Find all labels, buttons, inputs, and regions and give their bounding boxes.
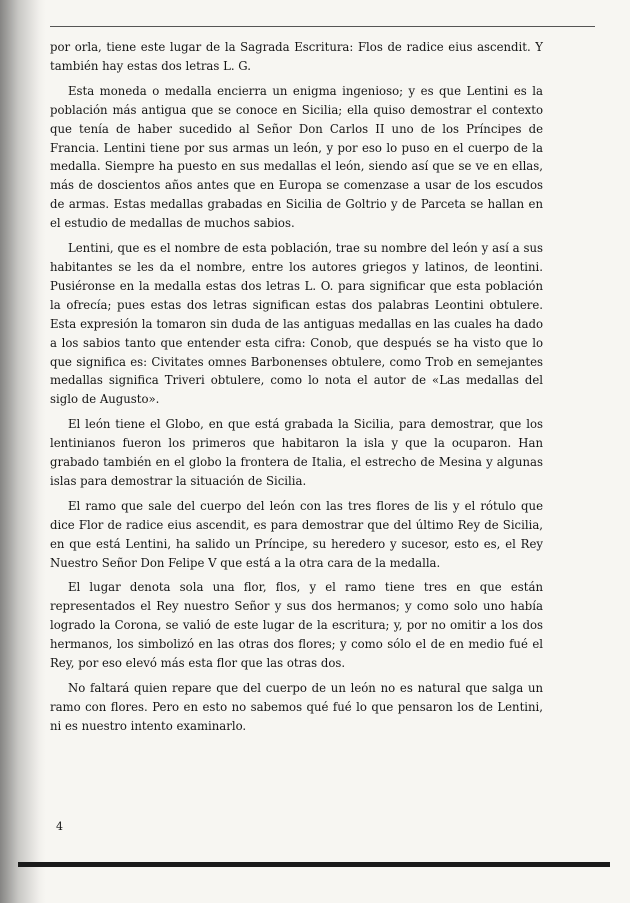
- paragraph-7: No faltará quien repare que del cuerpo de un león no es natural que salga un ramo con flores. Pero en esto no sabemos qué fué lo que pensaron los de Lentini, ni es nuestro intento examinarlo.: [50, 681, 543, 733]
- paragraph-2: Esta moneda o medalla encierra un enigma ingenioso; y es que Lentini es la población más antigua que se conoce en Sicilia; ella quiso demostrar el contexto que tenía de haber sucedido al Señor Don Carlos II uno de los Príncipes de Francia. Lentini tiene por sus armas un león, y por eso lo puso en el cuerpo de la medalla. Siempre ha puesto en sus medallas el león, siendo así que se ve en ellas, más de doscientos años antes que en Europa se comenzase a usar de los escudos de armas. Estas medallas grabadas en Sicilia de Goltrio y de Parceta se hallan en el estudio de medallas de muchos sabios.: [50, 83, 543, 231]
- paragraph-3: Lentini, que es el nombre de esta población, trae su nombre del león y así a sus habitantes se les da el nombre, entre los autores griegos y latinos, de leontini. Pusiéronse en la medalla estas dos letras L. O. para significar que esta población la ofrecía; pues estas dos letras significan estas dos palabras Leontini obtulere. Esta expresión la tomaron sin duda de las antiguas medallas en las cuales ha dado a los sabios tanto que entender esta cifra: Conob, que después se ha visto que lo que significa es: Civitates omnes Barbonenses obtulere, como Trob en semejantes medallas significa Triveri obtulere, como lo nota el autor de «Las medallas del siglo de Augusto».: [50, 241, 543, 407]
- paragraph-1: por orla, tiene este lugar de la Sagrada Escritura: Flos de radice eius ascendit. Y también hay estas dos letras L. G.: [50, 40, 543, 73]
- document-body: [50, 38, 543, 742]
- page-number: 4: [56, 820, 63, 833]
- scan-page-edge-shadow: [0, 0, 46, 903]
- paragraph-5: El ramo que sale del cuerpo del león con las tres flores de lis y el rótulo que dice Flor de radice eius ascendit, es para demostrar que del último Rey de Sicilia, en que está Lentini, ha salido un Príncipe, su heredero y sucesor, esto es, el Rey Nuestro Señor Don Felipe V que está a la otra cara de la medalla.: [50, 498, 543, 570]
- top-rule: [50, 26, 595, 27]
- bottom-rule: [18, 862, 610, 867]
- paragraph-6: El lugar denota sola una flor, flos, y el ramo tiene tres en que están representados el Rey nuestro Señor y sus dos hermanos; y como solo uno había logrado la Corona, se valió de este lugar de la escritura; y, por no omitir a los dos hermanos, los simbolizó en las otras dos flores; y como sólo el de en medio fué el Rey, por eso elevó más esta flor que las otras dos.: [50, 580, 543, 671]
- paragraph-4: El león tiene el Globo, en que está grabada la Sicilia, para demostrar, que los lentinianos fueron los primeros que habitaron la isla y que la ocuparon. Han grabado también en el globo la frontera de Italia, el estrecho de Mesina y algunas islas para demostrar la situación de Sicilia.: [50, 417, 543, 488]
